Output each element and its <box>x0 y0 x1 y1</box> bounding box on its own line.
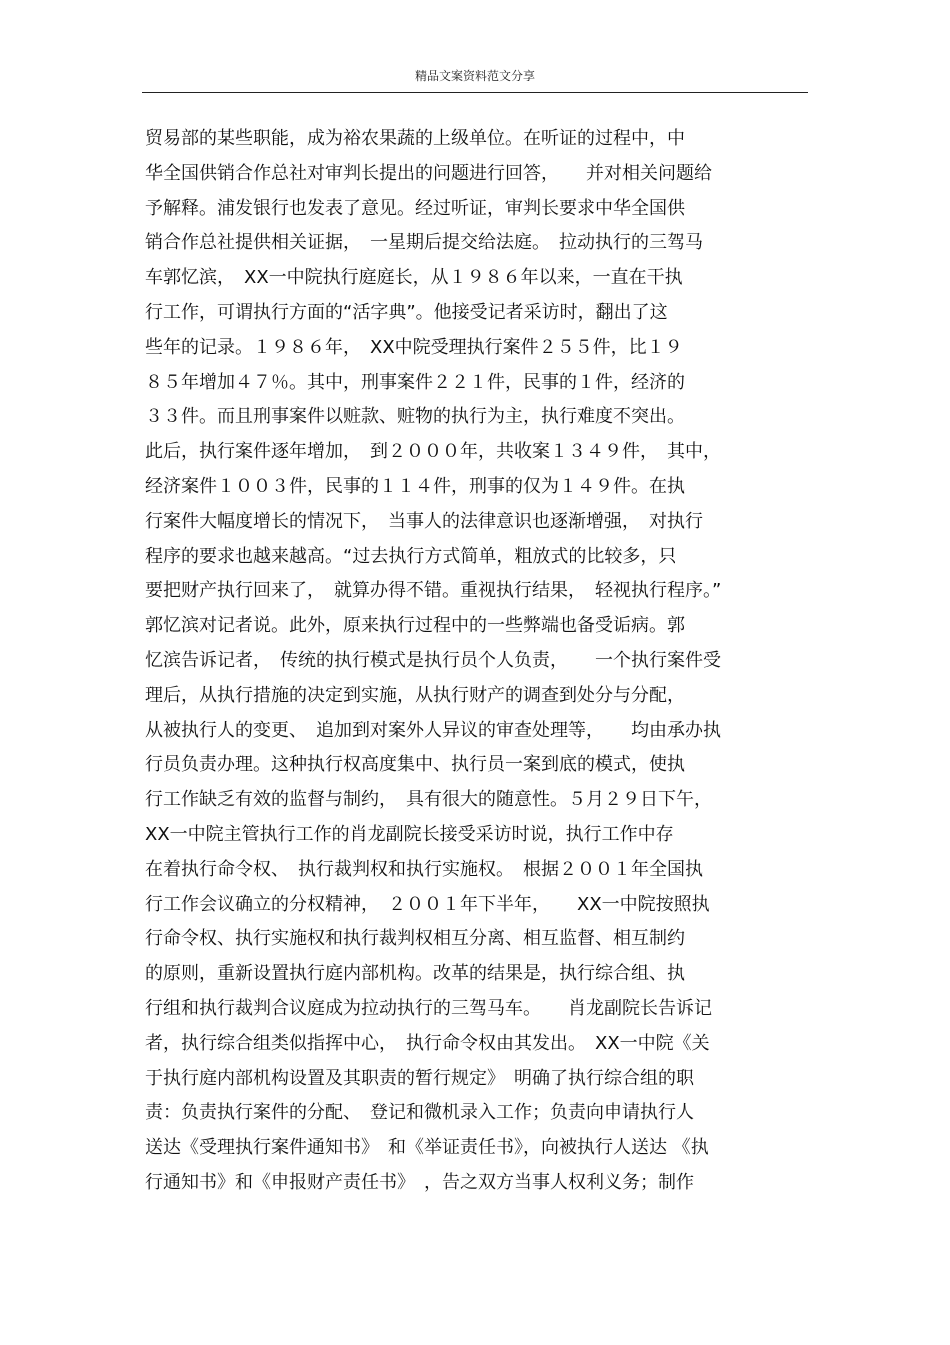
text-line: 从被执行人的变更、 追加到对案外人异议的审查处理等， 均由承办执 <box>145 719 721 741</box>
document-body <box>145 122 825 1201</box>
text-line: 于执行庭内部机构设置及其职责的暂行规定》 明确了执行综合组的职 <box>145 1067 694 1089</box>
text-line: 予解释。浦发银行也发表了意见。经过听证，审判长要求中华全国供 <box>145 197 685 219</box>
text-line: 行通知书》和《申报财产责任书》 ，告之双方当事人权利义务；制作 <box>145 1171 694 1193</box>
text-line: 郭忆滨对记者说。此外，原来执行过程中的一些弊端也备受诟病。郭 <box>145 615 685 637</box>
text-line: 车郭忆滨， XX一中院执行庭庭长，从１９８６年以来，一直在干执 <box>145 267 683 289</box>
text-line: 贸易部的某些职能，成为裕农果蔬的上级单位。在听证的过程中，中 <box>145 128 685 149</box>
page-header: 精品文案资料范文分享 <box>142 68 808 93</box>
text-line: 责：负责执行案件的分配、 登记和微机录入工作；负责向申请执行人 <box>145 1102 694 1124</box>
text-line: 在着执行命令权、 执行裁判权和执行实施权。 根据２００１年全国执 <box>145 858 703 880</box>
text-line: 行案件大幅度增长的情况下， 当事人的法律意识也逐渐增强， 对执行 <box>145 510 703 532</box>
text-line: 行员负责办理。这种执行权高度集中、执行员一案到底的模式，使执 <box>145 754 685 776</box>
text-line: 经济案件１００３件，民事的１１４件，刑事的仅为１４９件。在执 <box>145 475 685 497</box>
text-line: 销合作总社提供相关证据， 一星期后提交给法庭。 拉动执行的三驾马 <box>145 232 703 254</box>
text-line: 行工作会议确立的分权精神， ２００１年下半年， XX一中院按照执 <box>145 893 710 915</box>
text-line: 行工作，可谓执行方面的“活字典”。他接受记者采访时，翻出了这 <box>145 301 668 323</box>
text-line: 忆滨告诉记者， 传统的执行模式是执行员个人负责， 一个执行案件受 <box>145 649 721 671</box>
text-line: 些年的记录。１９８６年， XX中院受理执行案件２５５件，比１９ <box>145 336 683 358</box>
text-line: 程序的要求也越来越高。“过去执行方式简单，粗放式的比较多，只 <box>145 545 677 567</box>
text-line: ３３件。而且刑事案件以赃款、赃物的执行为主，执行难度不突出。 <box>145 406 685 428</box>
text-line: 的原则，重新设置执行庭内部机构。改革的结果是，执行综合组、执 <box>145 963 685 985</box>
text-line: 此后，执行案件逐年增加， 到２０００年，共收案１３４９件， 其中， <box>145 441 721 463</box>
text-line: 要把财产执行回来了， 就算办得不错。重视执行结果， 轻视执行程序。” <box>145 580 722 602</box>
text-line: 行工作缺乏有效的监督与制约， 具有很大的随意性。５月２９日下午， <box>145 789 712 811</box>
text-line: XX一中院主管执行工作的肖龙副院长接受采访时说，执行工作中存 <box>145 823 674 845</box>
text-line: 送达《受理执行案件通知书》 和《举证责任书》，向被执行人送达 《执 <box>145 1137 709 1159</box>
text-line: 行组和执行裁判合议庭成为拉动执行的三驾马车。 肖龙副院长告诉记 <box>145 997 712 1019</box>
text-line: 华全国供销合作总社对审判长提出的问题进行回答， 并对相关问题给 <box>145 162 712 184</box>
text-line: 行命令权、执行实施权和执行裁判权相互分离、相互监督、相互制约 <box>145 928 685 950</box>
text-line: 者，执行综合组类似指挥中心， 执行命令权由其发出。 XX一中院《关 <box>145 1032 710 1054</box>
text-line: ８５年增加４７％。其中，刑事案件２２１件，民事的１件，经济的 <box>145 371 685 393</box>
text-line: 理后，从执行措施的决定到实施，从执行财产的调查到处分与分配， <box>145 684 685 706</box>
